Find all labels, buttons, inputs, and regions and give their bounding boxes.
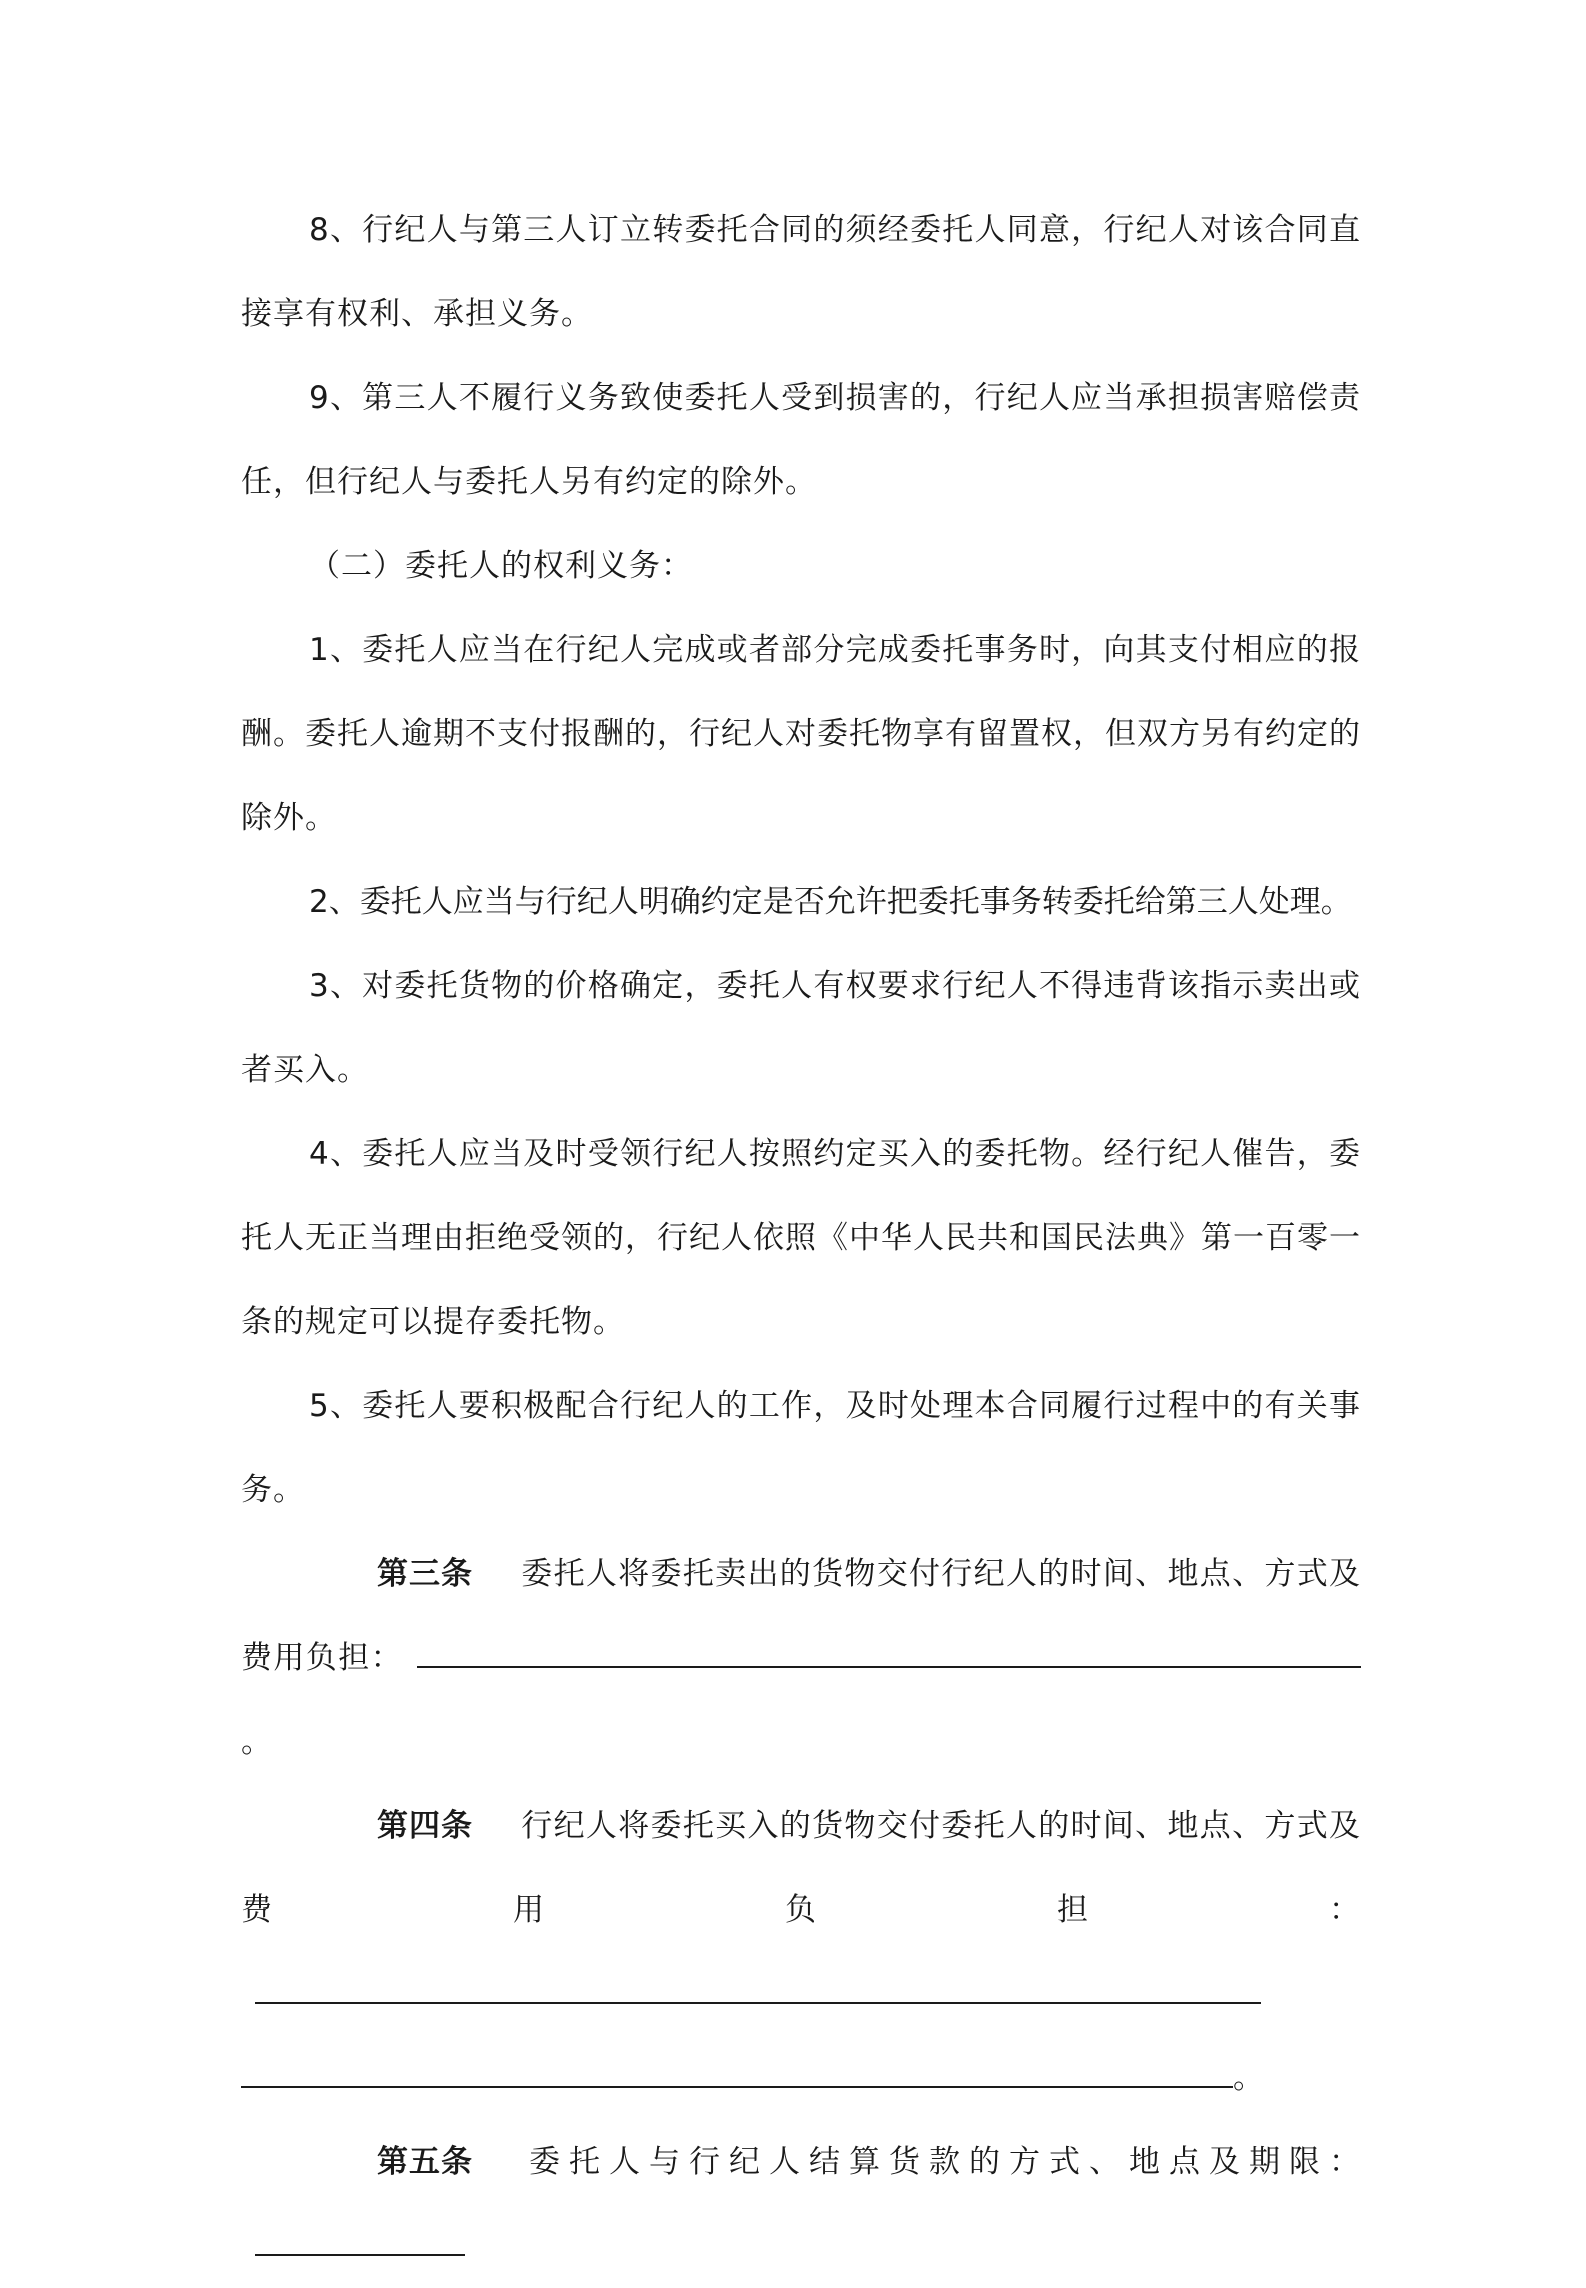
clause-4-text: 行纪人将委托买入的货物交付委托人的时间、地点、方式及费用负担： — [241, 1808, 1361, 1928]
paragraph-principal-2: 2、委托人应当与行纪人明确约定是否允许把委托事务转委托给第三人处理。 — [309, 884, 1352, 920]
clause-4-number: 第四条 — [377, 1808, 473, 1844]
clause-3-end: 。 — [241, 1724, 273, 1760]
paragraph-principal-1: 1、委托人应当在行纪人完成或者部分完成委托事务时，向其支付相应的报酬。委托人逾期不支付报酬的，行纪人对委托物享有留置权，但双方另有约定的除外。 — [241, 632, 1361, 836]
paragraph-item-9: 9、第三人不履行义务致使委托人受到损害的，行纪人应当承担损害赔偿责任，但行纪人与委托人另有约定的除外。 — [241, 380, 1361, 500]
clause-4-end: 。 — [1233, 2060, 1265, 2096]
clause-5-number: 第五条 — [377, 2144, 473, 2180]
document-body — [241, 188, 1361, 2288]
paragraph-principal-4: 4、委托人应当及时受领行纪人按照约定买入的委托物。经行纪人催告，委托人无正当理由拒绝受领的，行纪人依照《中华人民共和国民法典》第一百零一条的规定可以提存委托物。 — [241, 1136, 1361, 1340]
paragraph-principal-5: 5、委托人要积极配合行纪人的工作，及时处理本合同履行过程中的有关事务。 — [241, 1388, 1361, 1508]
clause-4 — [241, 1784, 1361, 2036]
clause-3-number: 第三条 — [377, 1556, 473, 1592]
clause-4-blank-field[interactable] — [255, 1980, 1261, 2004]
clause-4-blank-field-2[interactable] — [241, 2064, 1233, 2088]
clause-5-text: 委托人与行纪人结算货款的方式、地点及期限： — [521, 2144, 1361, 2180]
clause-5 — [241, 2120, 1361, 2288]
paragraph-principal-3: 3、对委托货物的价格确定，委托人有权要求行纪人不得违背该指示卖出或者买入。 — [241, 968, 1361, 1088]
clause-5-blank-field[interactable] — [255, 2232, 465, 2256]
section-heading-principal-rights: （二）委托人的权利义务： — [309, 548, 693, 584]
paragraph-item-8: 8、行纪人与第三人订立转委托合同的须经委托人同意，行纪人对该合同直接享有权利、承担义务。 — [241, 212, 1361, 332]
clause-3 — [241, 1532, 1361, 1784]
clause-4-continuation — [241, 2036, 1361, 2120]
clause-3-blank-field[interactable] — [417, 1644, 1361, 1668]
clause-3-text: 委托人将委托卖出的货物交付行纪人的时间、地点、方式及费用负担： — [241, 1556, 1361, 1676]
